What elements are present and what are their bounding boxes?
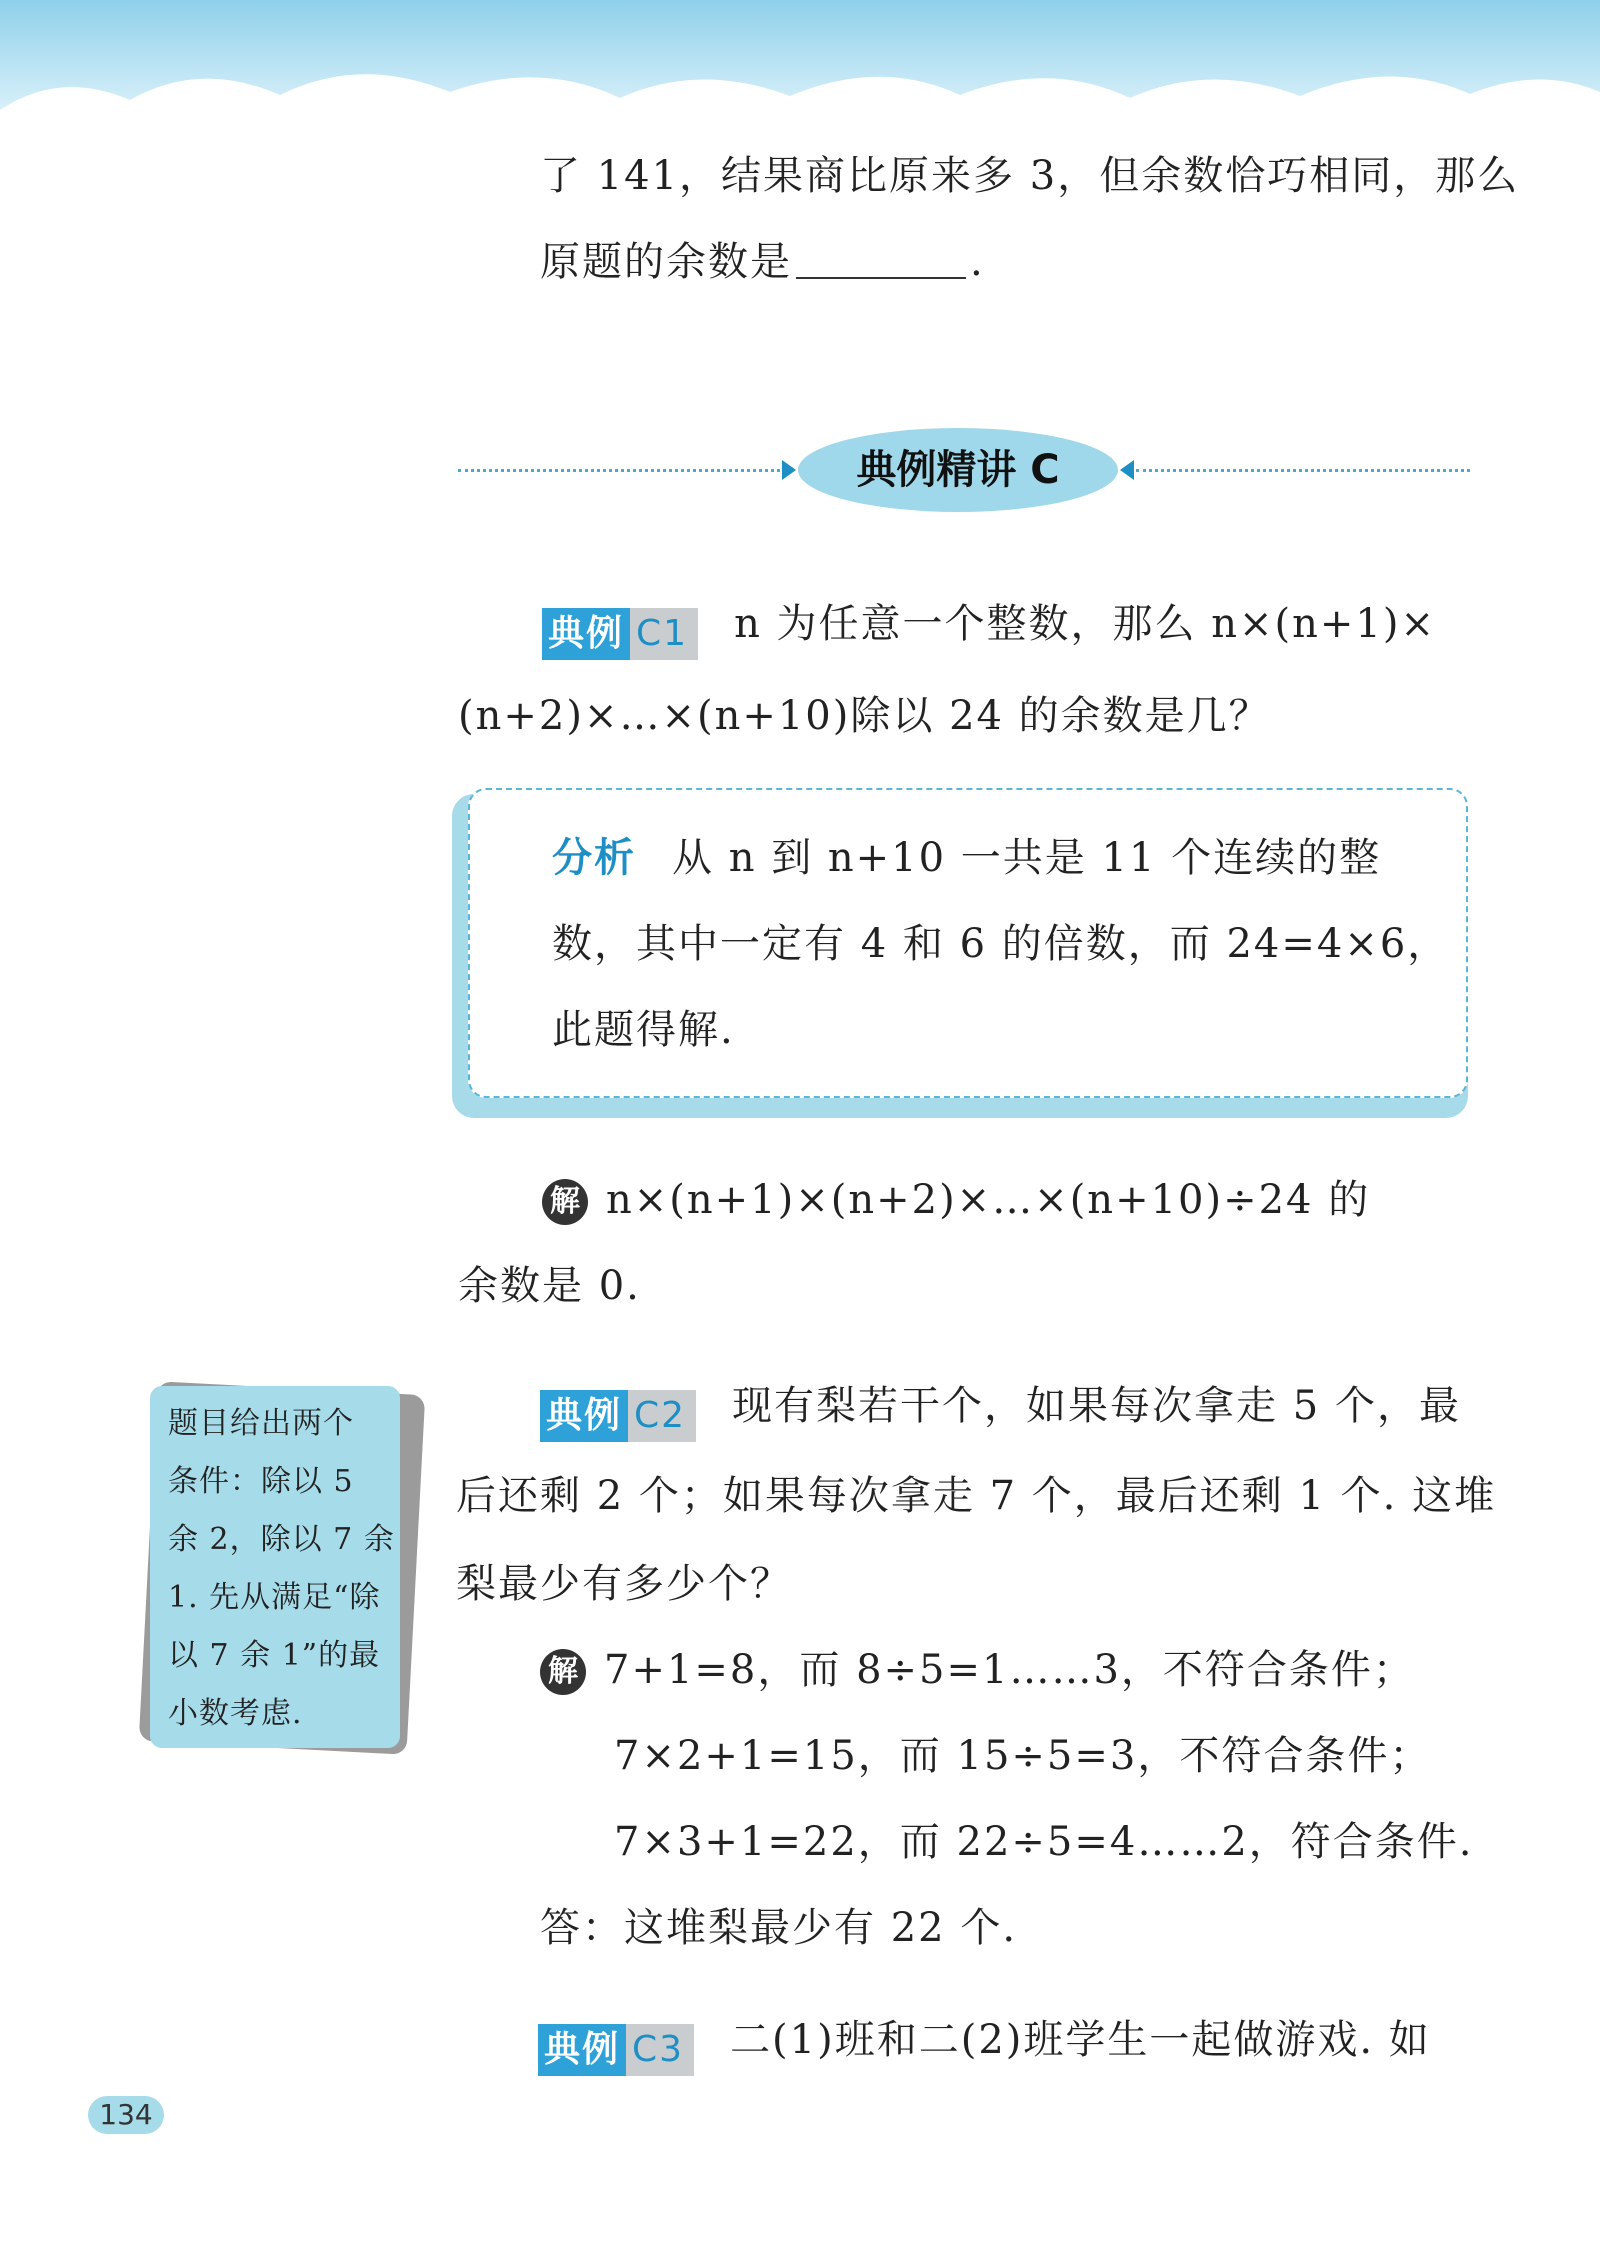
question-line-1: 了 141，结果商比原来多 3，但余数恰巧相同，那么 [540, 153, 1520, 199]
solution-c1-text-1: n×(n+1)×(n+2)×…×(n+10)÷24 的 [606, 1177, 1371, 1223]
solution-c1-line-1 [542, 1172, 1370, 1228]
dotted-rule-left [458, 469, 780, 472]
arrow-right-icon [782, 460, 796, 480]
solution-c2-text-1: 7+1=8，而 8÷5=1……3，不符合条件； [604, 1647, 1415, 1693]
solution-c1-line-2: 余数是 0. [458, 1263, 641, 1309]
question-line-2-end: . [970, 239, 985, 285]
badge-label: 典例 [540, 1390, 628, 1442]
question-line-2 [540, 234, 985, 290]
solution-c2-line-2: 7×2+1=15，而 15÷5=3，不符合条件； [614, 1733, 1432, 1779]
example-c1-badge [542, 608, 698, 660]
badge-label: 典例 [542, 608, 630, 660]
badge-number: C3 [626, 2024, 694, 2076]
example-c3-badge [538, 2024, 694, 2076]
solution-c2-line-3: 7×3+1=22，而 22÷5=4……2，符合条件. [614, 1819, 1474, 1865]
analysis-label: 分析 [552, 835, 636, 881]
example-c2-text-1: 现有梨若干个，如果每次拿走 5 个，最 [732, 1383, 1461, 1429]
solution-mark-icon: 解 [542, 1179, 588, 1225]
side-note-line: 以 7 余 1”的最 [168, 1638, 381, 1673]
answer-blank[interactable] [796, 237, 966, 279]
example-c2-line-3: 梨最少有多少个？ [456, 1561, 792, 1607]
analysis-line-1 [552, 830, 1381, 886]
arrow-left-icon [1120, 460, 1134, 480]
solution-mark-icon: 解 [540, 1649, 586, 1695]
example-c2-line-1 [540, 1378, 1461, 1442]
example-c2-line-2: 后还剩 2 个；如果每次拿走 7 个，最后还剩 1 个. 这堆 [456, 1473, 1497, 1519]
analysis-text-1: 从 n 到 n+10 一共是 11 个连续的整 [672, 835, 1382, 881]
section-header [458, 420, 1470, 520]
badge-label: 典例 [538, 2024, 626, 2076]
badge-number: C1 [630, 608, 698, 660]
solution-c2-line-1 [540, 1642, 1415, 1698]
example-c2-badge [540, 1390, 696, 1442]
side-note-line: 小数考虑. [168, 1696, 303, 1731]
example-c1-line-1 [542, 596, 1436, 660]
dotted-rule-right [1136, 469, 1470, 472]
page-number: 134 [88, 2096, 164, 2134]
example-c1-line-2: (n+2)×…×(n+10)除以 24 的余数是几？ [458, 693, 1271, 739]
solution-c2-answer: 答：这堆梨最少有 22 个. [540, 1905, 1018, 1951]
question-line-2-text: 原题的余数是 [540, 239, 792, 285]
side-note-line: 条件：除以 5 [168, 1464, 354, 1499]
example-c3-line-1 [538, 2012, 1431, 2076]
side-note-line: 余 2，除以 7 余 [168, 1522, 395, 1557]
example-c3-text-1: 二(1)班和二(2)班学生一起做游戏. 如 [730, 2017, 1431, 2063]
analysis-line-2: 数，其中一定有 4 和 6 的倍数，而 24=4×6， [552, 921, 1450, 967]
side-note-line: 1. 先从满足“除 [168, 1580, 381, 1615]
analysis-line-3: 此题得解. [552, 1007, 735, 1053]
example-c1-text-1: n 为任意一个整数，那么 n×(n+1)× [734, 601, 1436, 647]
side-note-line: 题目给出两个 [168, 1406, 354, 1441]
cloud-header-decoration [0, 0, 1600, 140]
badge-number: C2 [628, 1390, 696, 1442]
section-title: 典例精讲 C [856, 447, 1060, 493]
